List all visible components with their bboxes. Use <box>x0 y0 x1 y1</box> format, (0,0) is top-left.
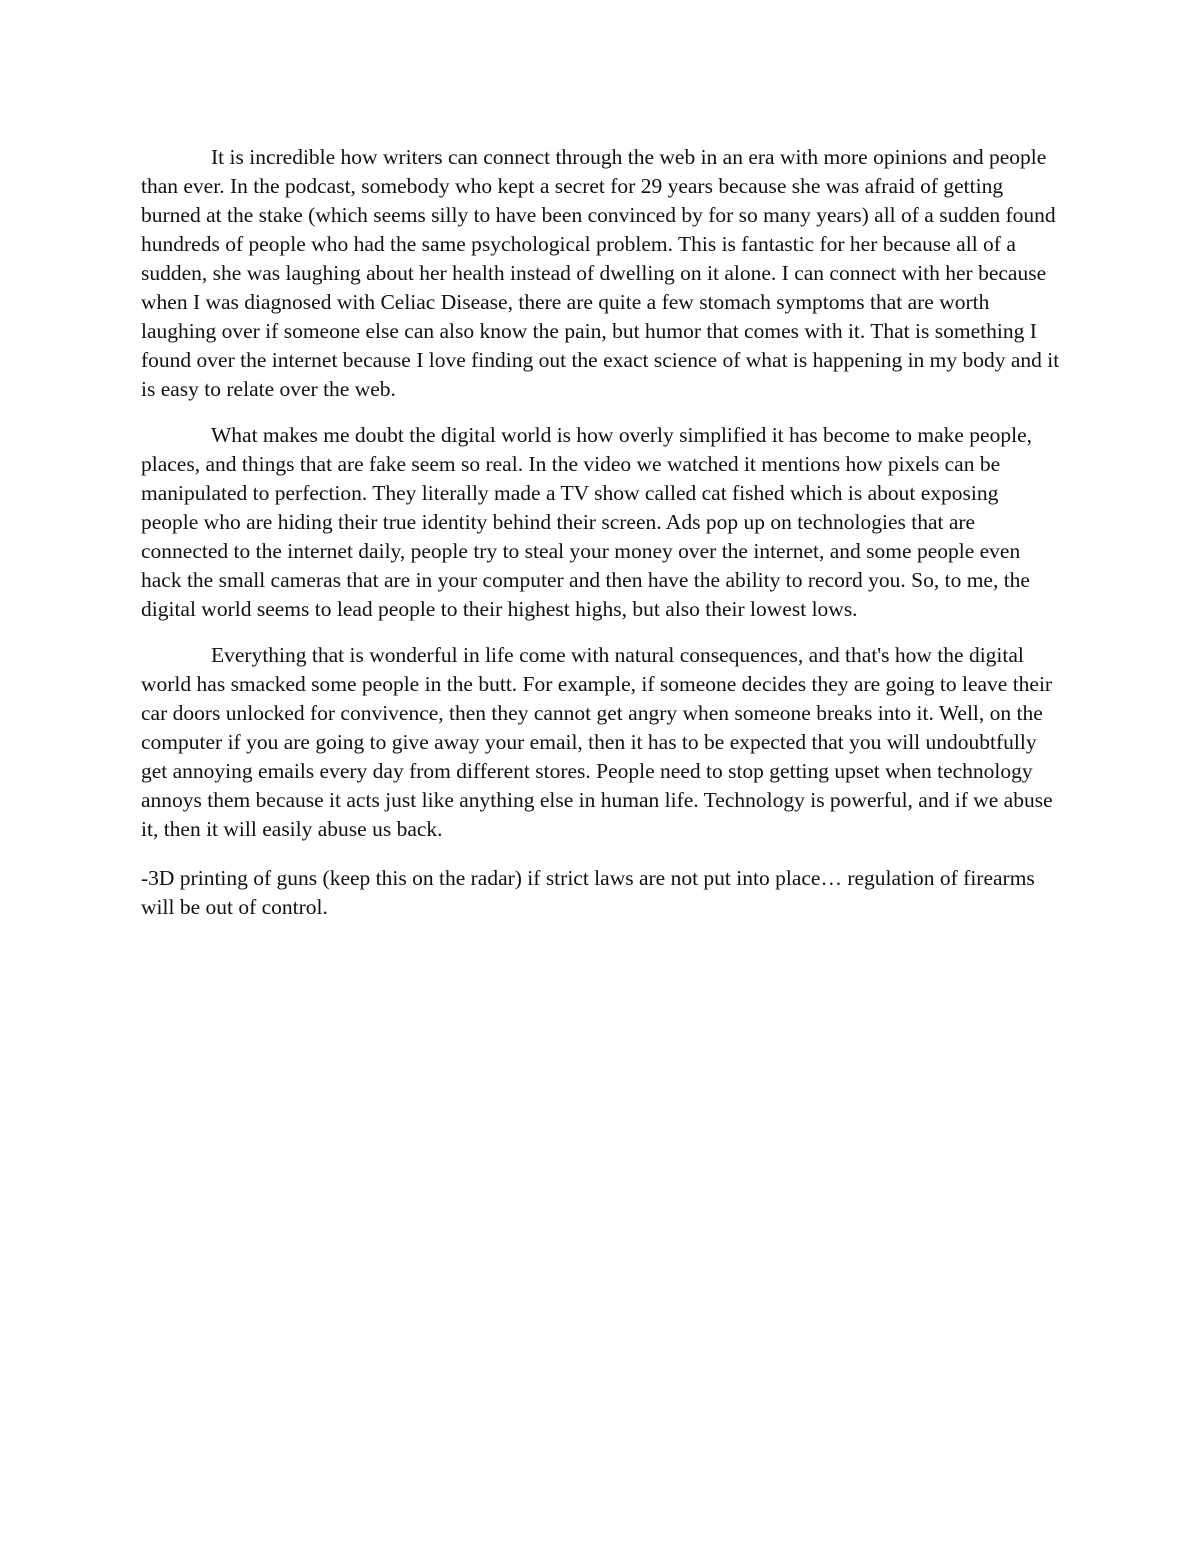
paragraph-4: -3D printing of guns (keep this on the radar) if strict laws are not put into place… regulation of firearms will be out of control. <box>141 866 1035 919</box>
paragraph-1: It is incredible how writers can connect through the web in an era with more opinions and people than ever. In the podcast, somebody who kept a secret for 29 years because she was afraid of getting burned at the stake (which seems silly to have been convinced by for so many years) all of a sudden found hundreds of people who had the same psychological problem. This is fantastic for her because all of a sudden, she was laughing about her health instead of dwelling on it alone. I can connect with her because when I was diagnosed with Celiac Disease, there are quite a few stomach symptoms that are worth laughing over if someone else can also know the pain, but humor that comes with it. That is something I found over the internet because I love finding out the exact science of what is happening in my body and it is easy to relate over the web. <box>141 145 1060 401</box>
paragraph-3: Everything that is wonderful in life come with natural consequences, and that's how the digital world has smacked some people in the butt. For example, if someone decides they are going to leave their car doors unlocked for convivence, then they cannot get angry when someone breaks into it. Well, on the computer if you are going to give away your email, then it has to be expected that you will undoubtfully get annoying emails every day from different stores. People need to stop getting upset when technology annoys them because it acts just like anything else in human life. Technology is powerful, and if we abuse it, then it will easily abuse us back. <box>141 643 1053 841</box>
paragraph-2: What makes me doubt the digital world is how overly simplified it has become to make people, places, and things that are fake seem so real. In the video we watched it mentions how pixels can be manipulated to perfection. They literally made a TV show called cat fished which is about exposing people who are hiding their true identity behind their screen. Ads pop up on technologies that are connected to the internet daily, people try to steal your money over the internet, and some people even hack the small cameras that are in your computer and then have the ability to record you. So, to me, the digital world seems to lead people to their highest highs, but also their lowest lows. <box>141 423 1032 621</box>
document-body <box>141 143 1061 922</box>
